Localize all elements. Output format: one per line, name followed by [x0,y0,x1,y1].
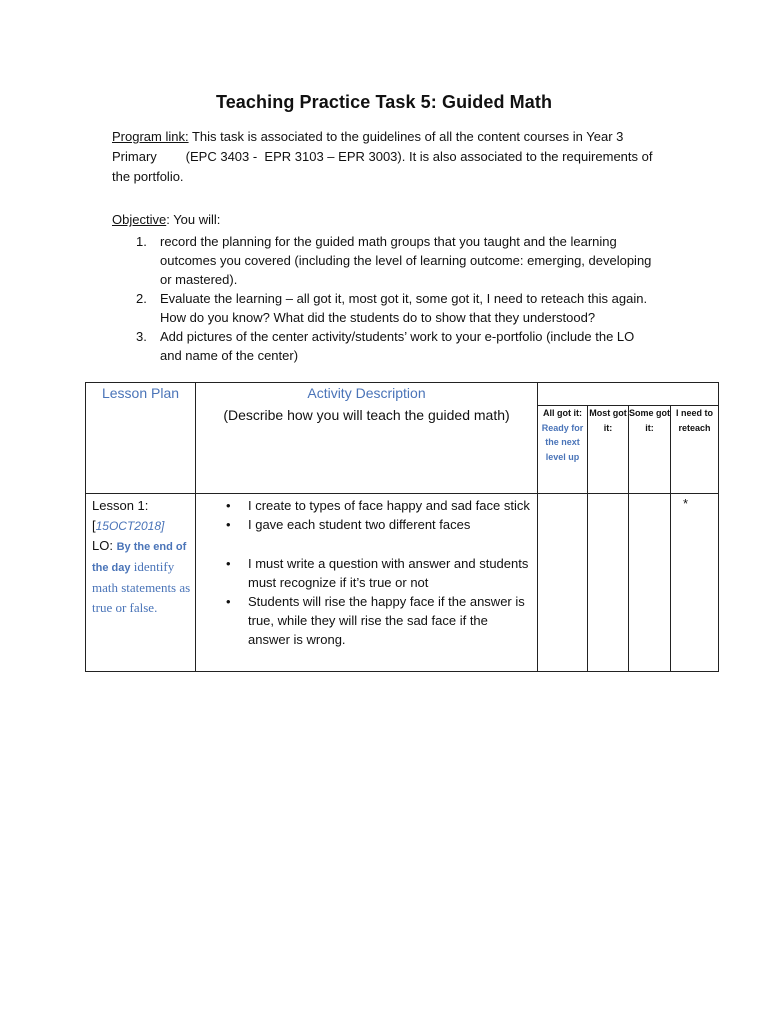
most-got-it-header: Most got it: [588,406,629,494]
objective-label: Objective [112,212,167,227]
bullet-icon: • [226,498,231,513]
program-link-label: Program link: [112,129,189,144]
reteach-header: I need to reteach [671,406,719,494]
table-header-row [86,383,719,406]
objective-number: 1. [136,234,147,249]
activity-description-header [196,383,538,494]
evaluation-header-cell [538,383,719,406]
all-got-it-header [538,406,588,494]
page-title: Teaching Practice Task 5: Guided Math [215,92,553,112]
some-got-it-header: Some got it: [629,406,671,494]
program-link-text-2: Primary (EPC 3403 - EPR 3103 – EPR 3003). It is also associated to the requirements of [112,149,653,164]
activity-text: Students will rise the happy face if the answer is true, while they will rise the sad face if the answer is wrong. [248,594,525,647]
all-got-it-label: All got it: [543,408,582,418]
lo-statement: identify math statements as true or false. [92,559,191,615]
activity-list [196,496,537,649]
activity-cell [196,494,538,672]
objective-text: record the planning for the guided math groups that you taught and the learning outcomes you covered (including the level of learning outcome: emerging, developing or mastered). [160,234,652,287]
activity-item [196,496,537,515]
objective-number: 3. [136,329,147,344]
objective-rest: : You will: [166,212,221,227]
program-link-text-3: the portfolio. [112,169,184,184]
activity-description-subtitle: (Describe how you will teach the guided math) [223,407,510,423]
objective-item [112,289,658,327]
objectives-list [112,232,658,365]
lo-label: LO: [92,538,117,553]
lesson-title: Lesson 1: [92,498,149,513]
lesson-plan-table [85,382,719,672]
some-got-it-cell [629,494,671,672]
table-row [86,494,719,672]
learning-outcome [92,536,195,618]
activity-text: I must write a question with answer and students must recognize if it’s true or not [248,556,529,590]
most-got-it-cell [588,494,629,672]
objective-text: Add pictures of the center activity/students’ work to your e-portfolio (include the LO and name of the center) [160,329,635,363]
ready-next-level-label: Ready for the next level up [541,422,584,462]
objective-item [112,327,658,365]
activity-item [196,515,537,534]
activity-item [196,592,537,649]
lo-intro: By the end of the day [92,541,187,574]
lesson-date-value: 15OCT2018] [95,519,165,533]
bullet-icon: • [226,594,231,609]
objective-number: 2. [136,291,147,306]
program-link-paragraph [112,127,652,187]
lesson-date-bracket: [ [92,518,96,533]
lesson-cell [86,494,196,672]
bullet-icon: • [226,556,231,571]
program-link-text: This task is associated to the guidelines of all the content courses in Year 3 [188,129,624,144]
activity-item [196,554,537,592]
all-got-it-cell [538,494,588,672]
activity-text: I gave each student two different faces [248,517,471,532]
activity-text: I create to types of face happy and sad face stick [248,498,530,513]
activity-description-title: Activity Description [307,385,426,401]
objective-item [112,232,658,289]
objective-text: Evaluate the learning – all got it, most got it, some got it, I need to reteach this again. How do you know? What did the students do to show that they understood? [160,291,648,325]
reteach-mark: * [671,494,719,672]
lesson-date [92,516,195,536]
bullet-icon: • [226,517,231,532]
lesson-plan-header: Lesson Plan [86,383,196,494]
objective-heading [112,210,652,230]
